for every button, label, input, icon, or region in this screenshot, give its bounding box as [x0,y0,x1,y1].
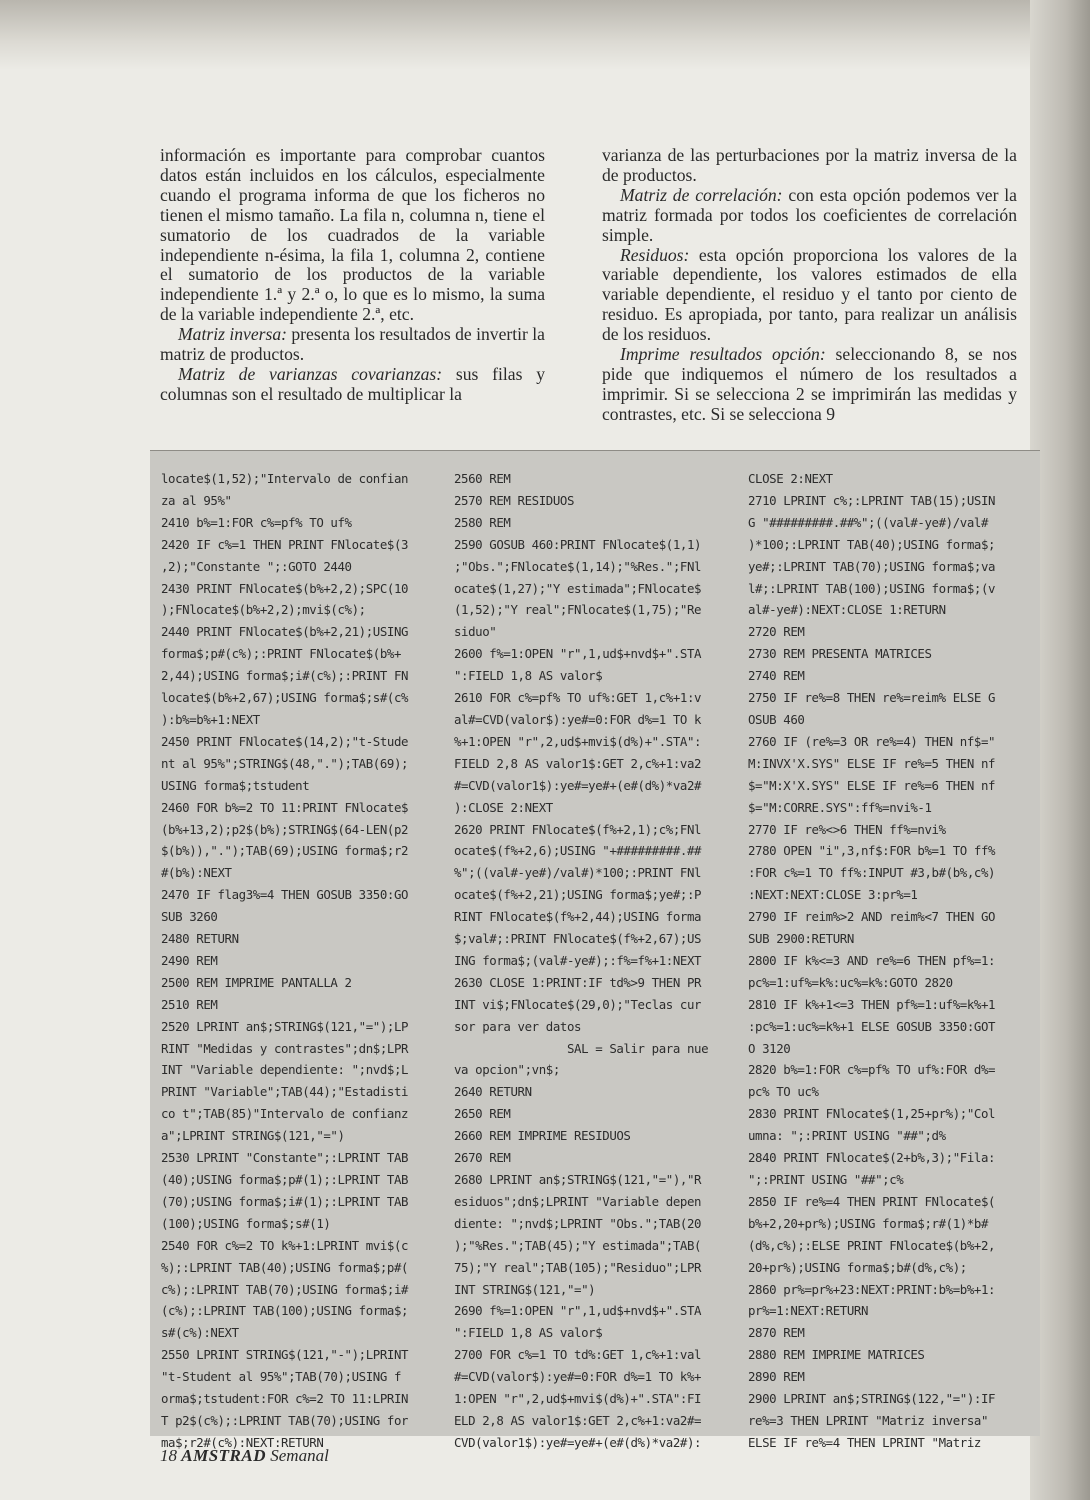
right-paragraph-4 [602,345,1017,425]
page-number: 18 [160,1446,177,1465]
right-paragraph-2-label: Matriz de correlación: [620,184,783,205]
left-paragraph-2-label: Matriz inversa: [178,324,287,345]
right-paragraph-1: varianza de las perturbaciones por la matriz inversa de la de productos. [602,145,1017,185]
page-top-shadow [0,0,1090,70]
right-paragraph-2 [602,186,1017,246]
left-paragraph-3-label: Matriz de varianzas covarianzas: [178,363,443,384]
right-paragraph-3-label: Residuos: [620,244,690,265]
left-paragraph-2 [160,325,545,365]
page-footer [160,1446,329,1466]
article-right-column [602,146,1017,425]
right-paragraph-3 [602,246,1017,346]
right-paragraph-4-text: seleccionando 8, se nos pide que indiquemos el número de los resultados a imprimir. Si se selecciona 2 se imprimirán las medidas y contrastes, etc. Si se selecciona 9 [602,344,1018,424]
right-paragraph-2-text: con esta opción podemos ver la matriz formada por todos los coeficientes de correlación simple. [602,184,1017,245]
article-left-column [160,146,545,405]
listing-column-1: locate$(1,52);"Intervalo de confian za al 95%" 2410 b%=1:FOR c%=pf% TO uf% 2420 IF c%=1 THEN PRINT FNlocate$(3 ,2);"Constante ";:GOTO 2440 2430 PRINT FNlocate$(b%+2,2);SPC(10 );FNlocate$(b%+2,2);mvi$(c%); 2440 PRINT FNlocate$(b%+2,21);USING forma$;p#(c%);:PRINT FNlocate$(b%+ 2,44);USING forma$;i#(c%);:PRINT FN locate$(b%+2,67);USING forma$;s#(c% ):b%=b%+1:NEXT 2450 PRINT FNlocate$(14,2);"t-Stude nt al 95%";STRING$(48,".");TAB(69); USING forma$;tstudent 2460 FOR b%=2 TO 11:PRINT FNlocate$ (b%+13,2);p2$(b%);STRING$(64-LEN(p2 $(b%)),".");TAB(69);USING forma$;r2 #(b%):NEXT 2470 IF flag3%=4 THEN GOSUB 3350:GO SUB 3260 2480 RETURN 2490 REM 2500 REM IMPRIME PANTALLA 2 2510 REM 2520 LPRINT an$;STRING$(121,"=");LP RINT "Medidas y contrastes";dn$;LPR INT "Variable dependiente: ";nvd$;L PRINT "Variable";TAB(44);"Estadisti co t";TAB(85)"Intervalo de confianz a";LPRINT STRING$(121,"=") 2530 LPRINT "Constante";:LPRINT TAB (40);USING forma$;p#(1);:LPRINT TAB (70);USING forma$;i#(1);:LPRINT TAB (100);USING forma$;s#(1) 2540 FOR c%=2 TO k%+1:LPRINT mvi$(c %);:LPRINT TAB(40);USING forma$;p#( c%);:LPRINT TAB(70);USING forma$;i# (c%);:LPRINT TAB(100);USING forma$; s#(c%):NEXT 2550 LPRINT STRING$(121,"-");LPRINT "t-Student al 95%";TAB(70);USING f orma$;tstudent:FOR c%=2 TO 11:LPRIN T p2$(c%);:LPRINT TAB(70);USING for ma$;r2#(c%):NEXT:RETURN [161,471,409,1450]
left-paragraph-3-text: sus filas y columnas son el resultado de multiplicar la [160,363,545,404]
right-paragraph-4-label: Imprime resultados opción: [620,344,826,365]
magazine-section: Semanal [270,1446,329,1465]
magazine-name: AMSTRAD [181,1446,266,1465]
left-paragraph-3 [160,365,545,405]
left-paragraph-2-text: presenta los resultados de invertir la matriz de productos. [160,324,545,365]
listing-column-2: 2560 REM 2570 REM RESIDUOS 2580 REM 2590 GOSUB 460:PRINT FNlocate$(1,1) ;"Obs.";FNlocate$(1,14);"%Res.";FNl ocate$(1,27);"Y estimada";FNlocate$ (1,52);"Y real";FNlocate$(1,75);"Re siduo" 2600 f%=1:OPEN "r",1,ud$+nvd$+".STA ":FIELD 1,8 AS valor$ 2610 FOR c%=pf% TO uf%:GET 1,c%+1:v al#=CVD(valor$):ye#=0:FOR d%=1 TO k %+1:OPEN "r",2,ud$+mvi$(d%)+".STA": FIELD 2,8 AS valor1$:GET 2,c%+1:va2 #=CVD(valor1$):ye#=ye#+(e#(d%)*va2# ):CLOSE 2:NEXT 2620 PRINT FNlocate$(f%+2,1);c%;FNl ocate$(f%+2,6);USING "+#########.## %";((val#-ye#)/val#)*100;:PRINT FNl ocate$(f%+2,21);USING forma$;ye#;:P RINT FNlocate$(f%+2,44);USING forma $;val#;:PRINT FNlocate$(f%+2,67);US ING forma$;(val#-ye#);:f%=f%+1:NEXT 2630 CLOSE 1:PRINT:IF td%>9 THEN PR INT vi$;FNlocate$(29,0);"Teclas cur sor para ver datos SAL = Salir para nue va opcion";vn$; 2640 RETURN 2650 REM 2660 REM IMPRIME RESIDUOS 2670 REM 2680 LPRINT an$;STRING$(121,"="),"R esiduos";dn$;LPRINT "Variable depen diente: ";nvd$;LPRINT "Obs.";TAB(20 );"%Res.";TAB(45);"Y estimada";TAB( 75);"Y real";TAB(105);"Residuo";LPR INT STRING$(121,"=") 2690 f%=1:OPEN "r",1,ud$+nvd$+".STA ":FIELD 1,8 AS valor$ 2700 FOR c%=1 TO td%:GET 1,c%+1:val #=CVD(valor$):ye#=0:FOR d%=1 TO k%+ 1:OPEN "r",2,ud$+mvi$(d%)+".STA":FI ELD 2,8 AS valor1$:GET 2,c%+1:va2#= CVD(valor1$):ye#=ye#+(e#(d%)*va2#): [454,471,709,1450]
listing-column-3: CLOSE 2:NEXT 2710 LPRINT c%;:LPRINT TAB(15);USIN G "#########.##%";((val#-ye#)/val# )*100;:LPRINT TAB(40);USING forma$; ye#;:LPRINT TAB(70);USING forma$;va l#;:LPRINT TAB(100);USING forma$;(v al#-ye#):NEXT:CLOSE 1:RETURN 2720 REM 2730 REM PRESENTA MATRICES 2740 REM 2750 IF re%=8 THEN re%=reim% ELSE G OSUB 460 2760 IF (re%=3 OR re%=4) THEN nf$=" M:INVX'X.SYS" ELSE IF re%=5 THEN nf $="M:X'X.SYS" ELSE IF re%=6 THEN nf $="M:CORRE.SYS":ff%=nvi%-1 2770 IF re%<>6 THEN ff%=nvi% 2780 OPEN "i",3,nf$:FOR b%=1 TO ff% :FOR c%=1 TO ff%:INPUT #3,b#(b%,c%) :NEXT:NEXT:CLOSE 3:pr%=1 2790 IF reim%>2 AND reim%<7 THEN GO SUB 2900:RETURN 2800 IF k%<=3 AND re%=6 THEN pf%=1: pc%=1:uf%=k%:uc%=k%:GOTO 2820 2810 IF k%+1<=3 THEN pf%=1:uf%=k%+1 :pc%=1:uc%=k%+1 ELSE GOSUB 3350:GOT O 3120 2820 b%=1:FOR c%=pf% TO uf%:FOR d%= pc% TO uc% 2830 PRINT FNlocate$(1,25+pr%);"Col umna: ";:PRINT USING "##";d% 2840 PRINT FNlocate$(2+b%,3);"Fila: ";:PRINT USING "##";c% 2850 IF re%=4 THEN PRINT FNlocate$( b%+2,20+pr%);USING forma$;r#(1)*b# (d%,c%);:ELSE PRINT FNlocate$(b%+2, 20+pr%);USING forma$;b#(d%,c%); 2860 pr%=pr%+23:NEXT:PRINT:b%=b%+1: pr%=1:NEXT:RETURN 2870 REM 2880 REM IMPRIME MATRICES 2890 REM 2900 LPRINT an$;STRING$(122,"="):IF re%=3 THEN LPRINT "Matriz inversa" ELSE IF re%=4 THEN LPRINT "Matriz [748,471,996,1450]
right-paragraph-3-text: esta opción proporciona los valores de la variable dependiente, los valores estimados de ella variable dependiente, el residuo y el tanto por ciento de residuo. Es apropiada, por tanto, para realizar un análisis de los residuos. [602,244,1017,345]
left-paragraph-1: información es importante para comprobar cuantos datos están incluidos en los cálculos, especialmente cuando el programa informa de que los ficheros no tienen el mismo tamaño. La fila n, columna n, tiene el sumatorio de los cuadrados de la variable independiente n-ésima, la fila 1, columna 2, contiene el sumatorio de los productos de la variable independiente 1.ª y 2.ª o, lo que es lo mismo, la suma de la variable independiente 2.ª, etc. [160,145,545,325]
